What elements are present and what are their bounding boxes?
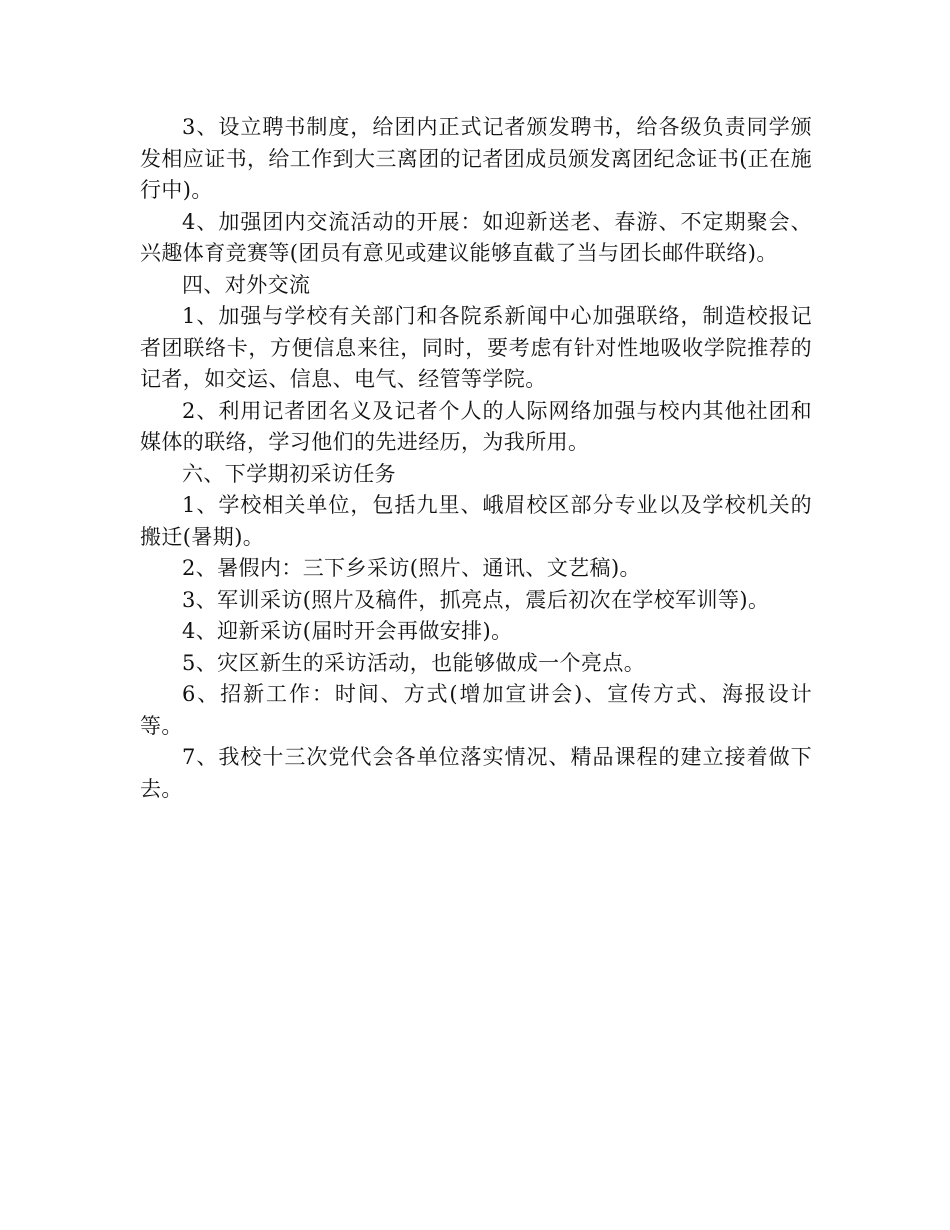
task-item-2-summer: 2、暑假内：三下乡采访(照片、通讯、文艺稿)。 bbox=[182, 556, 641, 580]
paragraph-item-3-certificates: 3、设立聘书制度，给团内正式记者颁发聘书，给各级负责同学颁发相应证书，给工作到大三离团的记者团成员颁发离团纪念证书(正在施行中)。 bbox=[140, 115, 812, 202]
section-heading-next-semester-tasks: 六、下学期初采访任务 bbox=[182, 461, 396, 486]
task-item-6-recruitment: 6、招新工作：时间、方式(增加宣讲会)、宣传方式、海报设计等。 bbox=[140, 682, 812, 738]
paragraph-item-1-liaison: 1、加强与学校有关部门和各院系新闻中心加强联络，制造校报记者团联络卡，方便信息来往，同时，要考虑有针对性地吸收学院推荐的记者，如交运、信息、电气、经管等学院。 bbox=[140, 304, 812, 391]
section-heading-external-exchange: 四、对外交流 bbox=[182, 272, 311, 297]
task-item-5-disaster-area: 5、灾区新生的采访活动，也能够做成一个亮点。 bbox=[182, 650, 646, 675]
paragraph-item-4-exchange-activities: 4、加强团内交流活动的开展：如迎新送老、春游、不定期聚会、兴趣体育竞赛等(团员有意见或建议能够直截了当与团长邮件联络)。 bbox=[140, 209, 812, 265]
task-item-1-relocation: 1、学校相关单位，包括九里、峨眉校区部分专业以及学校机关的搬迁(暑期)。 bbox=[140, 493, 812, 549]
paragraph-item-2-network: 2、利用记者团名义及记者个人的人际网络加强与校内其他社团和媒体的联络，学习他们的先进经历，为我所用。 bbox=[140, 398, 812, 454]
task-item-3-military-training: 3、军训采访(照片及稿件，抓亮点，震后初次在学校军训等)。 bbox=[182, 587, 770, 612]
task-item-4-freshmen: 4、迎新采访(届时开会再做安排)。 bbox=[182, 619, 513, 643]
task-item-7-party-congress: 7、我校十三次党代会各单位落实情况、精品课程的建立接着做下去。 bbox=[140, 745, 812, 801]
document-page bbox=[140, 112, 812, 805]
